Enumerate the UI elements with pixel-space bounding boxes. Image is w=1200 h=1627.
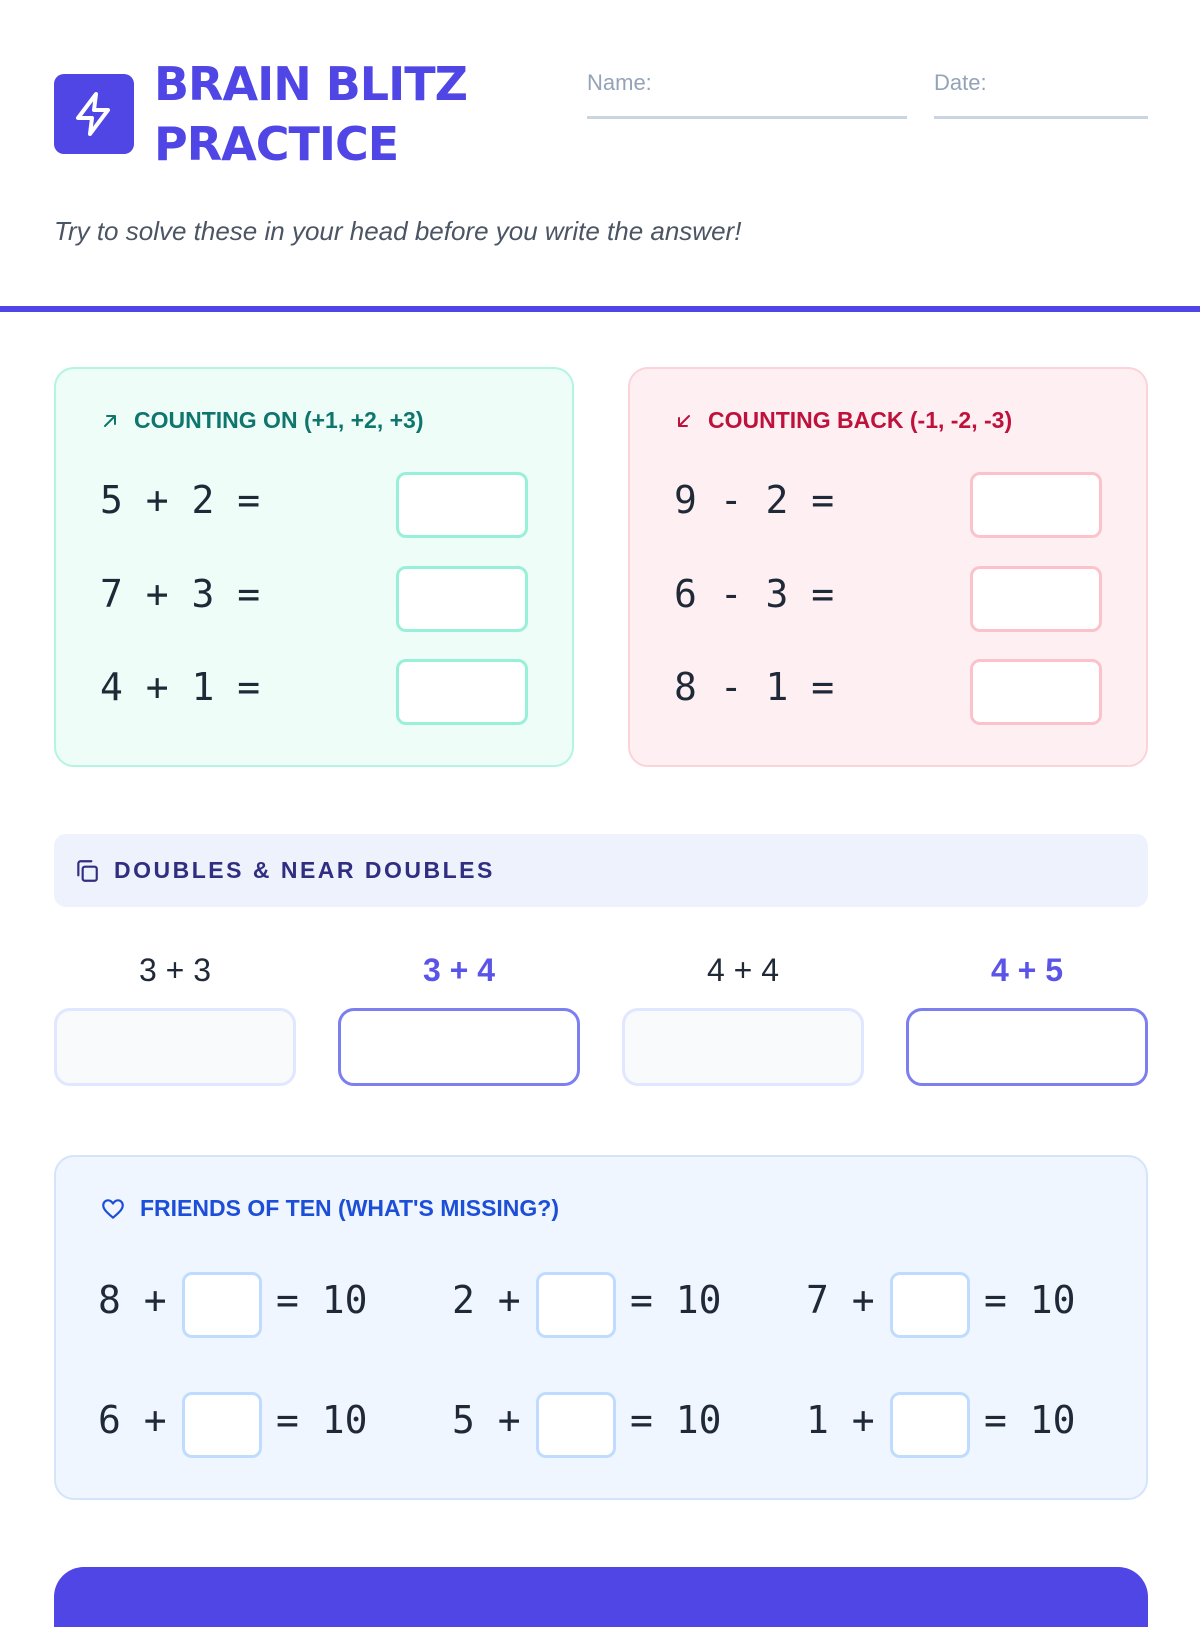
answer-box[interactable] [338, 1008, 580, 1086]
missing-number-box[interactable] [182, 1272, 262, 1338]
addend-text: 5 + [452, 1398, 521, 1442]
arrow-up-right-icon [100, 411, 120, 431]
date-label: Date: [934, 70, 987, 95]
problem-row [674, 472, 1114, 538]
missing-addend-problem [98, 1392, 418, 1458]
counting-on-card [54, 367, 574, 767]
answer-box[interactable] [970, 659, 1102, 725]
problem-row [100, 472, 540, 538]
missing-addend-problem [452, 1392, 772, 1458]
missing-number-box[interactable] [536, 1272, 616, 1338]
arrow-down-left-icon [674, 411, 694, 431]
lightning-bolt-icon [54, 74, 134, 154]
copy-icon [74, 858, 100, 884]
instructions-text: Try to solve these in your head before you write the answer! [54, 216, 742, 246]
answer-box[interactable] [970, 472, 1102, 538]
double-item [54, 950, 296, 1086]
problem-text: 9 - 2 = [674, 478, 835, 522]
missing-number-box[interactable] [536, 1392, 616, 1458]
near-double-problem: 3 + 4 [422, 952, 496, 988]
problem-text: 5 + 2 = [100, 478, 261, 522]
near-double-problem: 4 + 5 [990, 952, 1064, 988]
page-title [154, 54, 574, 174]
answer-box[interactable] [906, 1008, 1148, 1086]
heart-icon [100, 1196, 126, 1222]
problem-text: 4 + 1 = [100, 665, 261, 709]
addend-text: 7 + [806, 1278, 875, 1322]
problem-text: 6 - 3 = [674, 572, 835, 616]
missing-addend-problem [806, 1272, 1126, 1338]
missing-addend-problem [806, 1392, 1126, 1458]
doubles-title: DOUBLES & NEAR DOUBLES [114, 857, 495, 883]
result-text: = 10 [630, 1398, 722, 1442]
result-text: = 10 [276, 1398, 368, 1442]
result-text: = 10 [630, 1278, 722, 1322]
friends-of-ten-card [54, 1155, 1148, 1500]
doubles-section-header [54, 834, 1148, 907]
result-text: = 10 [984, 1398, 1076, 1442]
friends-of-ten-title: FRIENDS OF TEN (WHAT'S MISSING?) [140, 1195, 560, 1221]
counting-back-title: COUNTING BACK (-1, -2, -3) [708, 407, 1013, 433]
addend-text: 1 + [806, 1398, 875, 1442]
missing-number-box[interactable] [182, 1392, 262, 1458]
name-label: Name: [587, 70, 652, 95]
answer-box[interactable] [622, 1008, 864, 1086]
result-text: = 10 [276, 1278, 368, 1322]
problem-row [674, 659, 1114, 725]
counting-on-title: COUNTING ON (+1, +2, +3) [134, 407, 424, 433]
double-item [622, 950, 864, 1086]
counting-back-card [628, 367, 1148, 767]
answer-box[interactable] [396, 472, 528, 538]
problem-row [100, 659, 540, 725]
date-field[interactable] [934, 70, 1148, 119]
footer-banner [54, 1567, 1148, 1627]
problem-text: 8 - 1 = [674, 665, 835, 709]
addend-text: 6 + [98, 1398, 167, 1442]
header-divider [0, 306, 1200, 312]
addend-text: 2 + [452, 1278, 521, 1322]
title-line-2: PRACTICE [154, 117, 399, 171]
title-line-1: BRAIN BLITZ [154, 57, 467, 111]
near-double-item [906, 950, 1148, 1086]
missing-addend-problem [452, 1272, 772, 1338]
missing-addend-problem [98, 1272, 418, 1338]
double-problem: 3 + 3 [138, 952, 212, 988]
counting-back-heading [674, 407, 1012, 434]
problem-row [100, 566, 540, 632]
near-double-item [338, 950, 580, 1086]
missing-number-box[interactable] [890, 1272, 970, 1338]
friends-of-ten-heading [100, 1195, 559, 1222]
missing-number-box[interactable] [890, 1392, 970, 1458]
addend-text: 8 + [98, 1278, 167, 1322]
double-problem: 4 + 4 [706, 952, 780, 988]
answer-box[interactable] [396, 659, 528, 725]
problem-text: 7 + 3 = [100, 572, 261, 616]
answer-box[interactable] [970, 566, 1102, 632]
counting-on-heading [100, 407, 424, 434]
result-text: = 10 [984, 1278, 1076, 1322]
worksheet-header [0, 0, 1200, 306]
problem-row [674, 566, 1114, 632]
name-field[interactable] [587, 70, 907, 119]
answer-box[interactable] [54, 1008, 296, 1086]
answer-box[interactable] [396, 566, 528, 632]
